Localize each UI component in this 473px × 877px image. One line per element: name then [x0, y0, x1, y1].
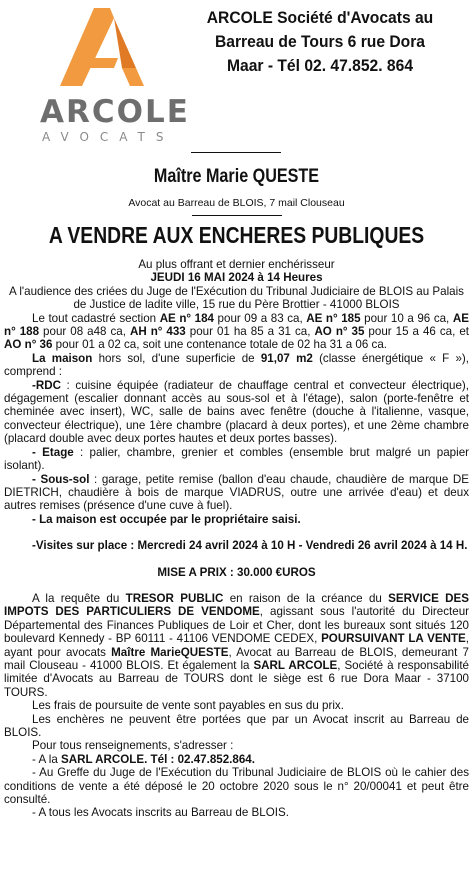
arcole-logo-mark-icon — [18, 6, 178, 96]
firm-line-2: Barreau de Tours 6 rue Dora — [214, 32, 426, 51]
visits-paragraph: -Visites sur place : Mercredi 24 avril 2024 à 10 H - Vendredi 26 avril 2024 à 14 H. — [32, 539, 468, 553]
info-arcole: - A la SARL ARCOLE. Tél : 02.47.852.864. — [32, 752, 255, 766]
etage-paragraph: - Etage : palier, chambre, grenier et combles (ensemble brut malgré un papier isolant). — [4, 445, 469, 473]
firm-line-3: Maar - Tél 02. 47.852. 864 — [226, 56, 414, 75]
house-paragraph: La maison hors sol, d'une superficie de 91,07 m2 (classe énergétique « F »), comprend : — [4, 351, 469, 379]
firm-line-1: ARCOLE Société d'Avocats au — [206, 8, 434, 27]
notice-body — [4, 258, 469, 820]
lawyer-address: Avocat au Barreau de BLOIS, 7 mail Clouseau — [128, 197, 345, 209]
sale-court: A l'audience des criées du Juge de l'Exécution du Tribunal Judiciaire de BLOIS au Palais de Justice de ladite ville, 15 rue du Père Brottier - 41000 BLOIS — [9, 284, 464, 312]
sale-date: JEUDI 16 MAI 2024 à 14 Heures — [150, 271, 323, 285]
starting-price: MISE A PRIX : 30.000 €UROS — [157, 565, 316, 579]
info-avocats: - A tous les Avocats inscrits au Barreau de BLOIS. — [32, 806, 289, 820]
divider-top — [191, 152, 281, 153]
cadastre-paragraph: Le tout cadastré section AE n° 184 pour 09 a 83 ca, AE n° 185 pour 10 a 96 ca, AE n° 188 pour 08 a48 ca, AH n° 433 pour 01 ha 85 a 31 ca, AO n° 35 pour 15 a 46 ca, et AO n° 36 pour 01 a 02 ca, soit une contenance totale de 02 ha 31 a 06 ca. — [4, 311, 469, 352]
rdc-paragraph: -RDC : cuisine équipée (radiateur de chauffage central et convecteur électrique), dégagement (escalier donnant accès au sous-sol et à l'étage), salon (porte-fenêtre et cheminée avec insert), WC, salle de bains avec fenêtre (douche à l'italienne, vasque, convecteur électrique), une 1ère chambre (placard à deux portes), et une 2ème chambre (placard double avec deux portes hautes et deux portes basses). — [4, 378, 469, 446]
bids-paragraph: Les enchères ne peuvent être portées que par un Avocat inscrit au Barreau de BLOIS. — [4, 712, 469, 739]
divider-middle — [192, 215, 282, 216]
request-paragraph: A la requête du TRESOR PUBLIC en raison de la créance du SERVICE DES IMPOTS DES PARTICULIERS DE VENDOME, agissant sous l'autorité du Directeur Départemental des Finances Publiques de Loir et Cher, dont les bureaux sont situés 120 boulevard Kennedy - BP 60111 - 41106 VENDOME CEDEX, POURSUIVANT LA VENTE, ayant pour avocats Maître MarieQUESTE, Avocat au Barreau de BLOIS, demeurant 7 mail Clouseau - 41000 BLOIS. Et également la SARL ARCOLE, Société à responsabilité limitée d'Avocats au Barreau de TOURS dont le siège est 6 rue Dora Maar - 37100 TOURS. — [4, 591, 470, 699]
fees-paragraph: Les frais de poursuite de vente sont payables en sus du prix. — [32, 699, 344, 713]
occupied-paragraph: - La maison est occupée par le propriétaire saisi. — [32, 512, 301, 526]
headline: A VENDRE AUX ENCHERES PUBLIQUES — [48, 222, 425, 248]
firm-header — [187, 6, 454, 78]
logo-wordmark: ARCOLE — [40, 94, 190, 130]
info-intro: Pour tous renseignements, s'adresser : — [32, 739, 234, 753]
info-greffe: - Au Greffe du Juge de l'Exécution du Tribunal Judiciaire de BLOIS où le cahier des conditions de vente a été déposé le 20 octobre 2020 sous le n° 20/00041 et peut être consulté. — [4, 766, 469, 807]
arcole-logo — [18, 6, 190, 146]
logo-subtitle: AVOCATS — [42, 130, 175, 144]
lawyer-name: Maître Marie QUESTE — [153, 166, 320, 187]
sous-sol-paragraph: - Sous-sol : garage, petite remise (ballon d'eau chaude, chaudière de marque DE DIETRICH, chaudière à bois de marque VIADRUS, outre une arrivée d'eau) et deux autres remises (présence d'une cuve à fuel). — [4, 472, 469, 513]
sale-offer: Au plus offrant et dernier enchérisseur — [138, 258, 335, 271]
